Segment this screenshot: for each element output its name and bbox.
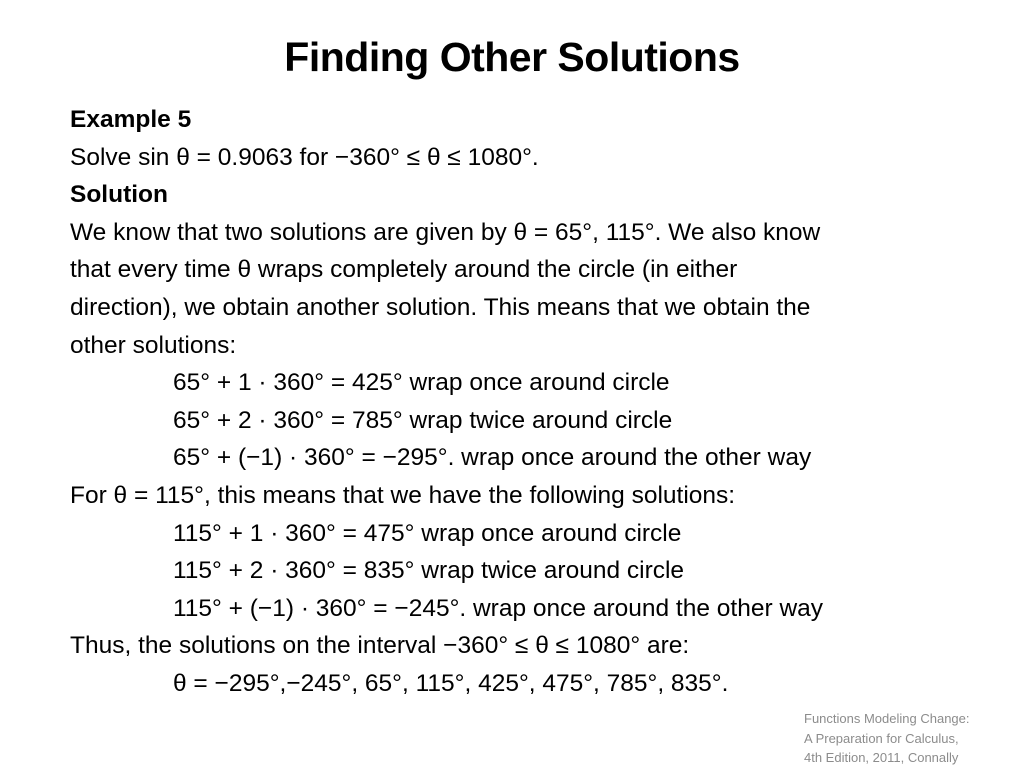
solution-65-plus-2: 65° + 2 · 360° = 785° wrap twice around circle (173, 406, 673, 434)
example-heading: Example 5 (70, 106, 192, 133)
credit-line: 4th Edition, 2011, Connally (804, 750, 959, 765)
solution-115-plus-1: 115° + 1 · 360° = 475° wrap once around circle (173, 519, 682, 547)
slide-title: Finding Other Solutions (284, 34, 740, 80)
final-answer: θ = −295°,−245°, 65°, 115°, 425°, 475°, 785°, 835°. (173, 669, 729, 697)
intro-line: that every time θ wraps completely around the circle (in either (70, 256, 738, 284)
solution-heading: Solution (70, 181, 168, 209)
solution-65-minus-1: 65° + (−1) · 360° = −295°. wrap once around the other way (173, 444, 812, 472)
solution-115-minus-1: 115° + (−1) · 360° = −245°. wrap once around the other way (173, 594, 824, 622)
intro-line: direction), we obtain another solution. This means that we obtain the (70, 293, 811, 321)
solution-65-plus-1: 65° + 1 · 360° = 425° wrap once around circle (173, 369, 670, 397)
conclusion-line: Thus, the solutions on the interval −360° ≤ θ ≤ 1080° are: (70, 632, 690, 660)
credit-line: Functions Modeling Change: (804, 711, 970, 726)
source-credit (804, 709, 1019, 768)
solution-115-plus-2: 115° + 2 · 360° = 835° wrap twice around circle (173, 557, 685, 585)
credit-line: A Preparation for Calculus, (804, 730, 959, 746)
slide-body (70, 101, 970, 703)
intro-line: We know that two solutions are given by θ = 65°, 115°. We also know (70, 218, 821, 246)
intro-line: other solutions: (70, 331, 237, 359)
transition-line: For θ = 115°, this means that we have the following solutions: (70, 481, 736, 509)
problem-statement: Solve sin θ = 0.9063 for −360° ≤ θ ≤ 1080°. (70, 143, 539, 171)
